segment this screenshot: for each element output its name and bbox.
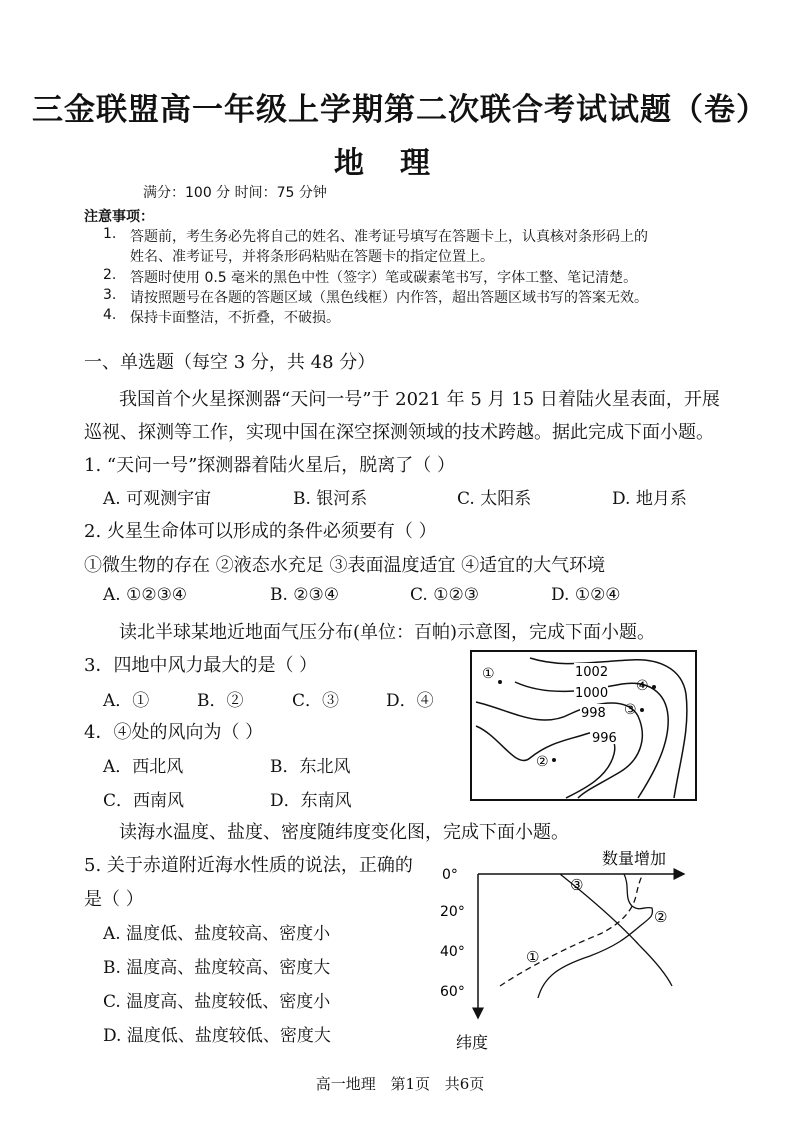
- curve-2-wavy: [538, 874, 653, 998]
- point-label-1: ①: [482, 666, 495, 682]
- exam-title: 三金联盟高一年级上学期第二次联合考试试题（卷）: [32, 92, 768, 128]
- y-axis-label: 纬度: [456, 1033, 489, 1052]
- point-dot-4: [652, 685, 656, 689]
- notes-heading: 注意事项：: [84, 209, 154, 225]
- question-4-option-a[interactable]: A．西北风: [103, 757, 184, 777]
- y-tick-20: 20°: [440, 904, 465, 920]
- note-line: 答题前，考生务必先将自己的姓名、准考证号填写在答题卡上，认真核对条形码上的: [130, 229, 648, 245]
- exam-meta: 满分：100 分 时间：75 分钟: [143, 185, 327, 201]
- y-tick-60: 60°: [440, 984, 465, 1000]
- question-3-option-d[interactable]: D．④: [386, 691, 434, 711]
- subject-title: 地理: [334, 146, 466, 181]
- passage-line: 读北半球某地近地面气压分布(单位：百帕)示意图，完成下面小题。: [119, 622, 656, 643]
- question-5-stem: 是（ ）: [84, 889, 144, 910]
- question-1-option-a[interactable]: A. 可观测宇宙: [103, 489, 212, 509]
- note-line: 请按照题号在各题的答题区域（黑色线框）内作答，超出答题区域书写的答案无效。: [130, 290, 648, 306]
- isobar-label-1000: 1000: [575, 686, 609, 701]
- point-label-3: ③: [624, 702, 637, 718]
- question-2-conditions: ①微生物的存在 ②液态水充足 ③表面温度适宜 ④适宜的大气环境: [84, 555, 606, 576]
- question-1-option-b[interactable]: B. 银河系: [293, 489, 368, 509]
- point-label-2: ②: [536, 754, 549, 770]
- note-line: 保持卡面整洁，不折叠，不破损。: [130, 310, 340, 326]
- question-3-option-a[interactable]: A．①: [103, 691, 150, 711]
- curve-label-1: ①: [526, 948, 540, 966]
- question-2-option-a[interactable]: A. ①②③④: [103, 585, 188, 605]
- question-1-stem: 1. “天问一号”探测器着陆火星后，脱离了（ ）: [84, 455, 456, 476]
- question-5-option-a[interactable]: A. 温度低、盐度较高、密度小: [103, 924, 331, 944]
- question-3-stem: 3．四地中风力最大的是（ ）: [84, 655, 318, 676]
- pressure-map-figure: [470, 650, 698, 802]
- question-4-stem: 4．④处的风向为（ ）: [84, 722, 264, 743]
- question-5-option-b[interactable]: B. 温度高、盐度较高、密度大: [103, 958, 331, 978]
- y-tick-40: 40°: [440, 944, 465, 960]
- question-2-option-d[interactable]: D. ①②④: [551, 585, 621, 605]
- y-tick-0: 0°: [442, 867, 458, 883]
- isobar-label-998: 998: [581, 706, 606, 721]
- note-number: 4.: [103, 307, 117, 323]
- question-5-stem: 5. 关于赤道附近海水性质的说法，正确的: [84, 855, 413, 876]
- curve-label-3: ③: [570, 876, 584, 894]
- isobar-label-1002: 1002: [575, 665, 609, 680]
- passage-line: 我国首个火星探测器“天问一号”于 2021 年 5 月 15 日着陆火星表面，开展: [119, 389, 720, 410]
- isobar-998: [476, 702, 642, 798]
- passage-line: 巡视、探测等工作，实现中国在深空探测领域的技术跨越。据此完成下面小题。: [84, 422, 714, 443]
- note-number: 2.: [103, 267, 117, 283]
- point-dot-3: [640, 708, 644, 712]
- question-2-option-c[interactable]: C. ①②③: [410, 585, 479, 605]
- passage-line: 读海水温度、盐度、密度随纬度变化图，完成下面小题。: [119, 822, 569, 843]
- question-2-option-b[interactable]: B. ②③④: [270, 585, 340, 605]
- note-number: 3.: [103, 287, 117, 303]
- question-2-stem: 2. 火星生命体可以形成的条件必须要有（ ）: [84, 521, 437, 542]
- isobar-label-996: 996: [592, 731, 617, 746]
- page-footer: 高一地理 第1页 共6页: [315, 1075, 485, 1093]
- question-1-option-c[interactable]: C. 太阳系: [457, 489, 532, 509]
- ocean-property-chart: [440, 846, 692, 1056]
- question-4-option-c[interactable]: C．西南风: [103, 791, 185, 811]
- question-1-option-d[interactable]: D. 地月系: [612, 489, 687, 509]
- curve-label-2: ②: [654, 908, 668, 926]
- question-3-option-b[interactable]: B．②: [197, 691, 244, 711]
- note-number: 1.: [103, 226, 117, 242]
- point-dot-2: [552, 758, 556, 762]
- x-axis-label: 数量增加: [602, 849, 667, 868]
- point-label-4: ④: [636, 678, 649, 694]
- question-5-option-c[interactable]: C. 温度高、盐度较低、密度小: [103, 992, 331, 1012]
- note-line: 答题时使用 0.5 毫米的黑色中性（签字）笔或碳素笔书写，字体工整、笔记清楚。: [130, 270, 638, 286]
- section-heading: 一、单选题（每空 3 分，共 48 分）: [84, 352, 376, 373]
- question-4-option-d[interactable]: D．东南风: [270, 791, 352, 811]
- point-dot-1: [498, 680, 502, 684]
- note-line: 姓名、准考证号，并将条形码粘贴在答题卡的指定位置上。: [130, 249, 494, 265]
- question-3-option-c[interactable]: C．③: [292, 691, 340, 711]
- question-5-option-d[interactable]: D. 温度低、盐度较低、密度大: [103, 1026, 331, 1046]
- question-4-option-b[interactable]: B．东北风: [270, 757, 351, 777]
